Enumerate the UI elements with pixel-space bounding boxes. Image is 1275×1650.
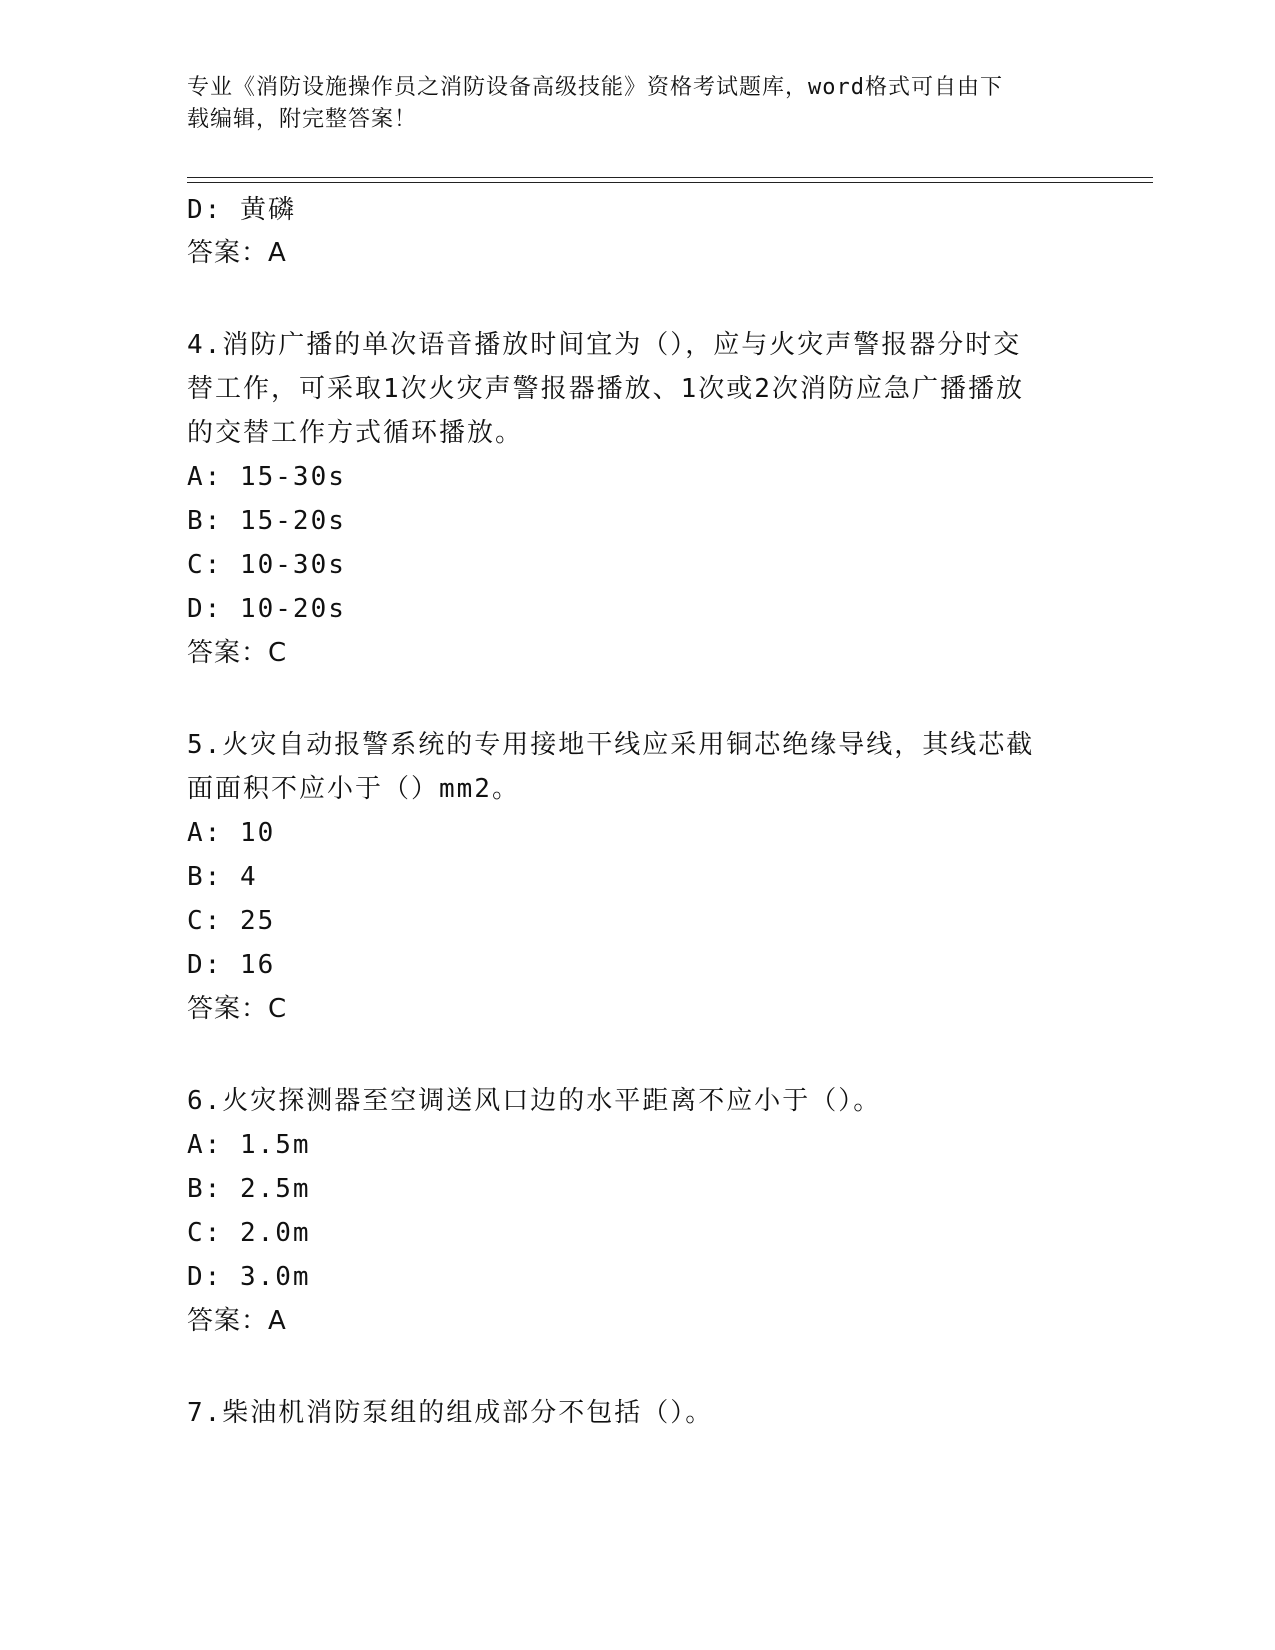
q4-stem-line-2: 替工作，可采取1次火灾声警报器播放、1次或2次消防应急广播播放	[187, 374, 1024, 404]
q4-answer: 答案：C	[187, 638, 288, 668]
q5-option-a: A: 10	[187, 818, 276, 848]
q4-option-a: A: 15-30s	[187, 462, 346, 492]
q5-option-d: D: 16	[187, 950, 276, 980]
q6-option-a: A: 1.5m	[187, 1130, 311, 1160]
q5-stem-line-2: 面面积不应小于（）mm2。	[187, 774, 520, 804]
q6-option-d: D: 3.0m	[187, 1262, 311, 1292]
q5-option-b: B: 4	[187, 862, 258, 892]
q5-answer: 答案：C	[187, 994, 288, 1024]
q4-stem-line-3: 的交替工作方式循环播放。	[187, 418, 524, 448]
q7-stem-line-1: 7.柴油机消防泵组的组成部分不包括（）。	[187, 1398, 714, 1428]
q5-stem-line-1: 5.火灾自动报警系统的专用接地干线应采用铜芯绝缘导线，其线芯截	[187, 730, 1035, 760]
header-line-2: 载编辑，附完整答案！	[187, 107, 418, 132]
q4-option-b: B: 15-20s	[187, 506, 346, 536]
document-header	[187, 72, 1067, 136]
header-rule-bottom	[187, 182, 1153, 183]
header-rule-top	[187, 177, 1153, 178]
q4-stem-line-1: 4.消防广播的单次语音播放时间宜为（），应与火灾声警报器分时交	[187, 330, 1022, 360]
q6-stem-line-1: 6.火灾探测器至空调送风口边的水平距离不应小于（）。	[187, 1086, 882, 1116]
header-line-1: 专业《消防设施操作员之消防设备高级技能》资格考试题库，word格式可自由下	[187, 75, 1003, 100]
q4-option-d: D: 10-20s	[187, 594, 346, 624]
q6-answer: 答案：A	[187, 1306, 287, 1336]
q6-option-b: B: 2.5m	[187, 1174, 311, 1204]
q3-option-d: D: 黄磷	[187, 195, 296, 225]
q6-option-c: C: 2.0m	[187, 1218, 311, 1248]
q4-option-c: C: 10-30s	[187, 550, 346, 580]
q3-answer: 答案：A	[187, 238, 287, 268]
q5-option-c: C: 25	[187, 906, 276, 936]
